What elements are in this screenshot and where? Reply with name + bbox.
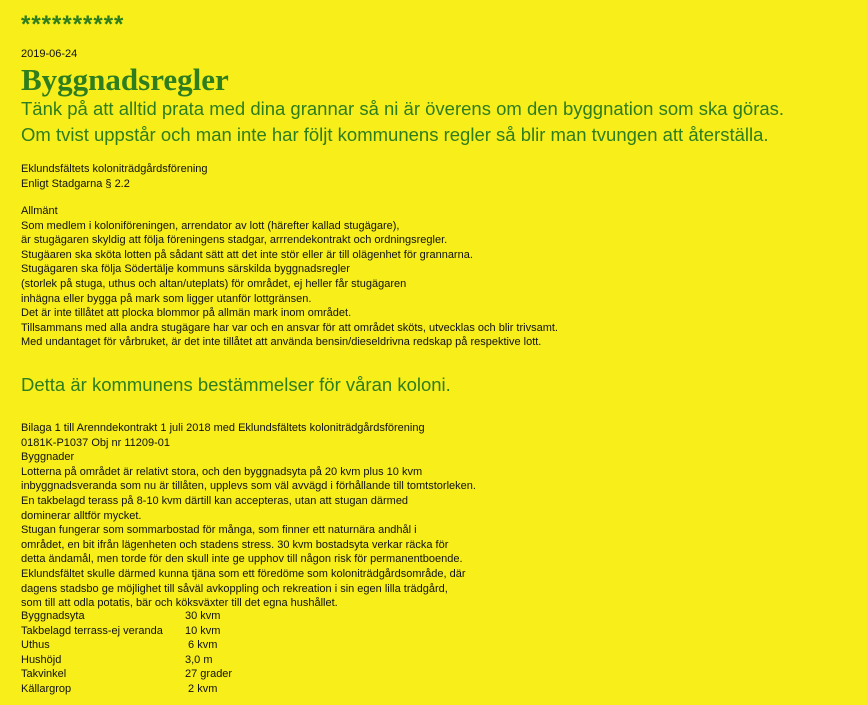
- association-line: Eklundsfältets koloniträdgårdsförening: [21, 163, 208, 175]
- table-row: [21, 609, 232, 624]
- table-value: 27 grader: [185, 668, 233, 681]
- page-title: Byggnadsregler: [21, 62, 229, 97]
- table-value: 3,0 m: [185, 653, 213, 666]
- general-line: Det är inte tillåtet att plocka blommor på allmän mark inom området.: [21, 307, 352, 320]
- municipal-line: Lotterna på området är relativt stora, och den byggnadsyta på 20 kvm plus 10 kvm: [21, 465, 423, 478]
- intro-line: Om tvist uppstår och man inte har följt kommunens regler så blir man tvungen att återställa.: [21, 124, 769, 145]
- general-heading: Allmänt: [21, 205, 58, 217]
- table-label: Takvinkel: [21, 668, 67, 681]
- table-label: Källargrop: [21, 682, 72, 695]
- table-row: [21, 653, 232, 668]
- municipal-line: Stugan fungerar som sommarbostad för många, som finner ett naturnära andhål i: [21, 524, 417, 537]
- general-line: är stugägaren skyldig att följa föreningens stadgar, arrrendekontrakt och ordningsregler.: [21, 234, 448, 247]
- table-value: 30 kvm: [185, 610, 221, 622]
- table-label: Byggnadsyta: [21, 610, 85, 622]
- municipal-line: inbyggnadsveranda som nu är tillåten, upplevs som väl avvägd i förhållande till tomtstorleken.: [21, 480, 476, 493]
- municipal-line: dominerar alltför mycket.: [21, 509, 142, 522]
- municipal-line: dagens stadsbo ge möjlighet till såväl avkoppling och rekreation i sin egen lilla trädgård,: [21, 582, 448, 595]
- table-row: [21, 624, 232, 639]
- association-block: [21, 162, 208, 191]
- general-line: Som medlem i koloniföreningen, arrendator av lott (härefter kallad stugägare),: [21, 219, 400, 232]
- intro-line: Tänk på att alltid prata med dina grannar så ni är överens om den byggnation som ska göras.: [21, 98, 785, 119]
- intro-paragraph: [21, 96, 861, 148]
- municipal-line: 0181K-P1037 Obj nr 11209-01: [21, 436, 171, 449]
- association-line: Enligt Stadgarna § 2.2: [21, 177, 130, 190]
- general-line: Stugägaren ska följa Södertälje kommuns särskilda byggnadsregler: [21, 263, 350, 276]
- municipal-line: detta ändamål, men torde för den skull inte ge upphov till någon risk för permanentboende.: [21, 553, 463, 566]
- general-line: (storlek på stuga, uthus och altan/uteplats) för området, ej heller får stugägaren: [21, 277, 407, 290]
- general-rules-block: [21, 204, 558, 350]
- building-limits-table: [21, 609, 232, 697]
- decorative-stars: **********: [21, 11, 125, 38]
- municipal-line: Eklundsfältet skulle därmed kunna tjäna som ett föredöme som koloniträdgårdsområde, där: [21, 567, 466, 580]
- table-row: [21, 682, 232, 697]
- municipal-heading: Byggnader: [21, 451, 75, 464]
- municipal-rules-block: [21, 421, 476, 611]
- municipal-line: som till att odla potatis, bär och köksväxter till det egna hushållet.: [21, 597, 338, 610]
- publish-date: 2019-06-24: [21, 48, 78, 60]
- table-value: 2 kvm: [185, 682, 218, 695]
- general-line: Tillsammans med alla andra stugägare har var och en ansvar för att området sköts, utvecklas och blir trivsamt.: [21, 321, 558, 334]
- municipal-line: området, en bit ifrån lägenheten och stadens stress. 30 kvm bostadsyta verkar räcka för: [21, 538, 449, 551]
- table-label: Hushöjd: [21, 653, 62, 666]
- general-line: Med undantaget för vårbruket, är det inte tillåtet att använda bensin/dieseldrivna redskap på respektive lott.: [21, 336, 542, 349]
- general-line: Stugäaren ska sköta lotten på sådant sätt att det inte stör eller är till olägenhet för grannarna.: [21, 248, 473, 261]
- table-label: Uthus: [21, 639, 50, 652]
- municipal-line: Bilaga 1 till Arenndekontrakt 1 juli 2018 med Eklundsfältets koloniträdgårdsförening: [21, 422, 425, 434]
- table-row: [21, 667, 232, 682]
- table-label: Takbelagd terrass-ej veranda: [21, 624, 163, 637]
- table-value: 10 kvm: [185, 624, 221, 637]
- municipal-line: En takbelagd terass på 8-10 kvm därtill kan accepteras, utan att stugan därmed: [21, 494, 409, 507]
- table-value: 6 kvm: [185, 639, 218, 652]
- section-subheading: Detta är kommunens bestämmelser för våran koloni.: [21, 374, 451, 395]
- table-row: [21, 638, 232, 653]
- general-line: inhägna eller bygga på mark som ligger utanför lottgränsen.: [21, 292, 312, 305]
